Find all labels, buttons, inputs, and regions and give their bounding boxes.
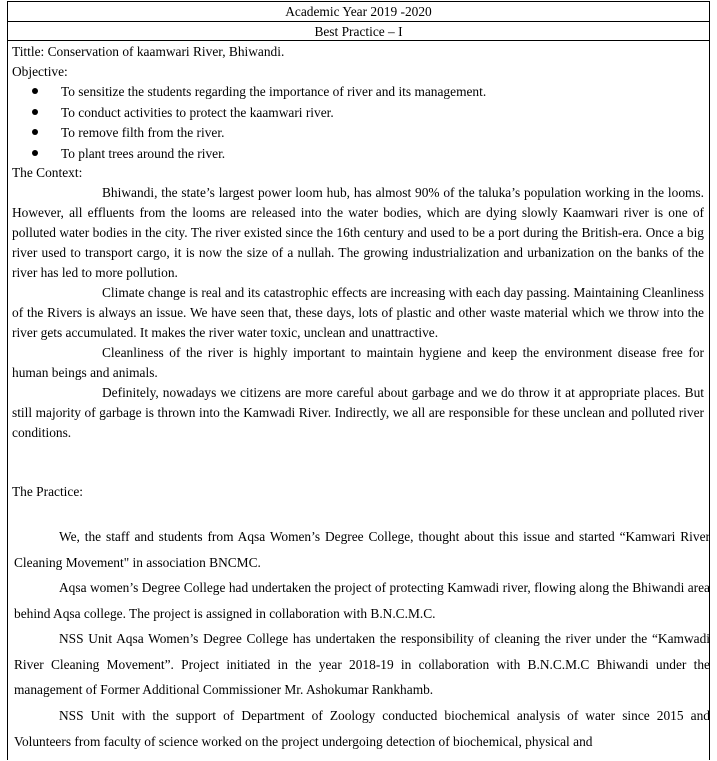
- context-paragraph: Definitely, nowadays we citizens are more careful about garbage and we do throw it at appropriate places. But still majority of garbage is thrown into the Kamwadi River. Indirectly, we all are responsible for these unclean and polluted river conditions.: [12, 385, 704, 441]
- bullet-icon: [32, 109, 38, 115]
- bullet-icon: [32, 150, 38, 156]
- best-practice-header: Best Practice – I: [314, 24, 403, 39]
- objective-item: To plant trees around the river.: [61, 146, 226, 161]
- bullet-icon: [32, 129, 38, 135]
- context-paragraph: Climate change is real and its catastrophic effects are increasing with each day passing. Maintaining Cleanliness of the Rivers is always an issue. We have seen that, these days, lots of plastic and other waste material which we throw into the river gets accumulated. It makes the river water toxic, unclean and unattractive.: [12, 285, 704, 341]
- academic-year-header: Academic Year 2019 -2020: [285, 4, 432, 19]
- objective-item: To sensitize the students regarding the importance of river and its management.: [61, 84, 487, 99]
- document-title: Tittle: Conservation of kaamwari River, Bhiwandi.: [12, 44, 285, 59]
- header-divider-2: [7, 40, 710, 41]
- practice-paragraph: Aqsa women’s Degree College had undertaken the project of protecting Kamwadi river, flowing along the Bhiwandi area behind Aqsa college. The project is assigned in collaboration with B.N.C.M.C.: [14, 580, 710, 621]
- practice-paragraph: NSS Unit Aqsa Women’s Degree College has undertaken the responsibility of cleaning the river under the “Kamwadi River Cleaning Movement”. Project initiated in the year 2018-19 in collaboration with B.N.C.M.C Bhiwandi under the management of Former Additional Commissioner Mr. Ashokumar Rankhamb.: [14, 631, 710, 697]
- objective-item: To conduct activities to protect the kaamwari river.: [61, 105, 334, 120]
- bullet-icon: [32, 88, 38, 94]
- practice-paragraph: NSS Unit with the support of Department of Zoology conducted biochemical analysis of water since 2015 and Volunteers from faculty of science worked on the project undergoing detection of biochemical, physical and: [14, 708, 710, 749]
- context-heading: The Context:: [12, 165, 83, 180]
- context-paragraph: Bhiwandi, the state’s largest power loom hub, has almost 90% of the taluka’s population working in the looms. However, all effluents from the looms are released into the water bodies, which are dying slowly Kaamwari river is one of polluted water bodies in the city. The river existed since the 16th century and used to be a port during the British-era. Once a big river used to transport cargo, it is now the size of a nullah. The growing industrialization and urbanization on the banks of the river has led to more pollution.: [12, 185, 704, 281]
- practice-heading: The Practice:: [12, 484, 84, 499]
- objective-heading: Objective:: [12, 64, 68, 79]
- practice-paragraph: We, the staff and students from Aqsa Women’s Degree College, thought about this issue and started “Kamwari River Cleaning Movement" in association BNCMC.: [14, 529, 710, 570]
- objective-item: To remove filth from the river.: [61, 125, 225, 140]
- context-paragraph: Cleanliness of the river is highly important to maintain hygiene and keep the environment disease free for human beings and animals.: [12, 345, 704, 381]
